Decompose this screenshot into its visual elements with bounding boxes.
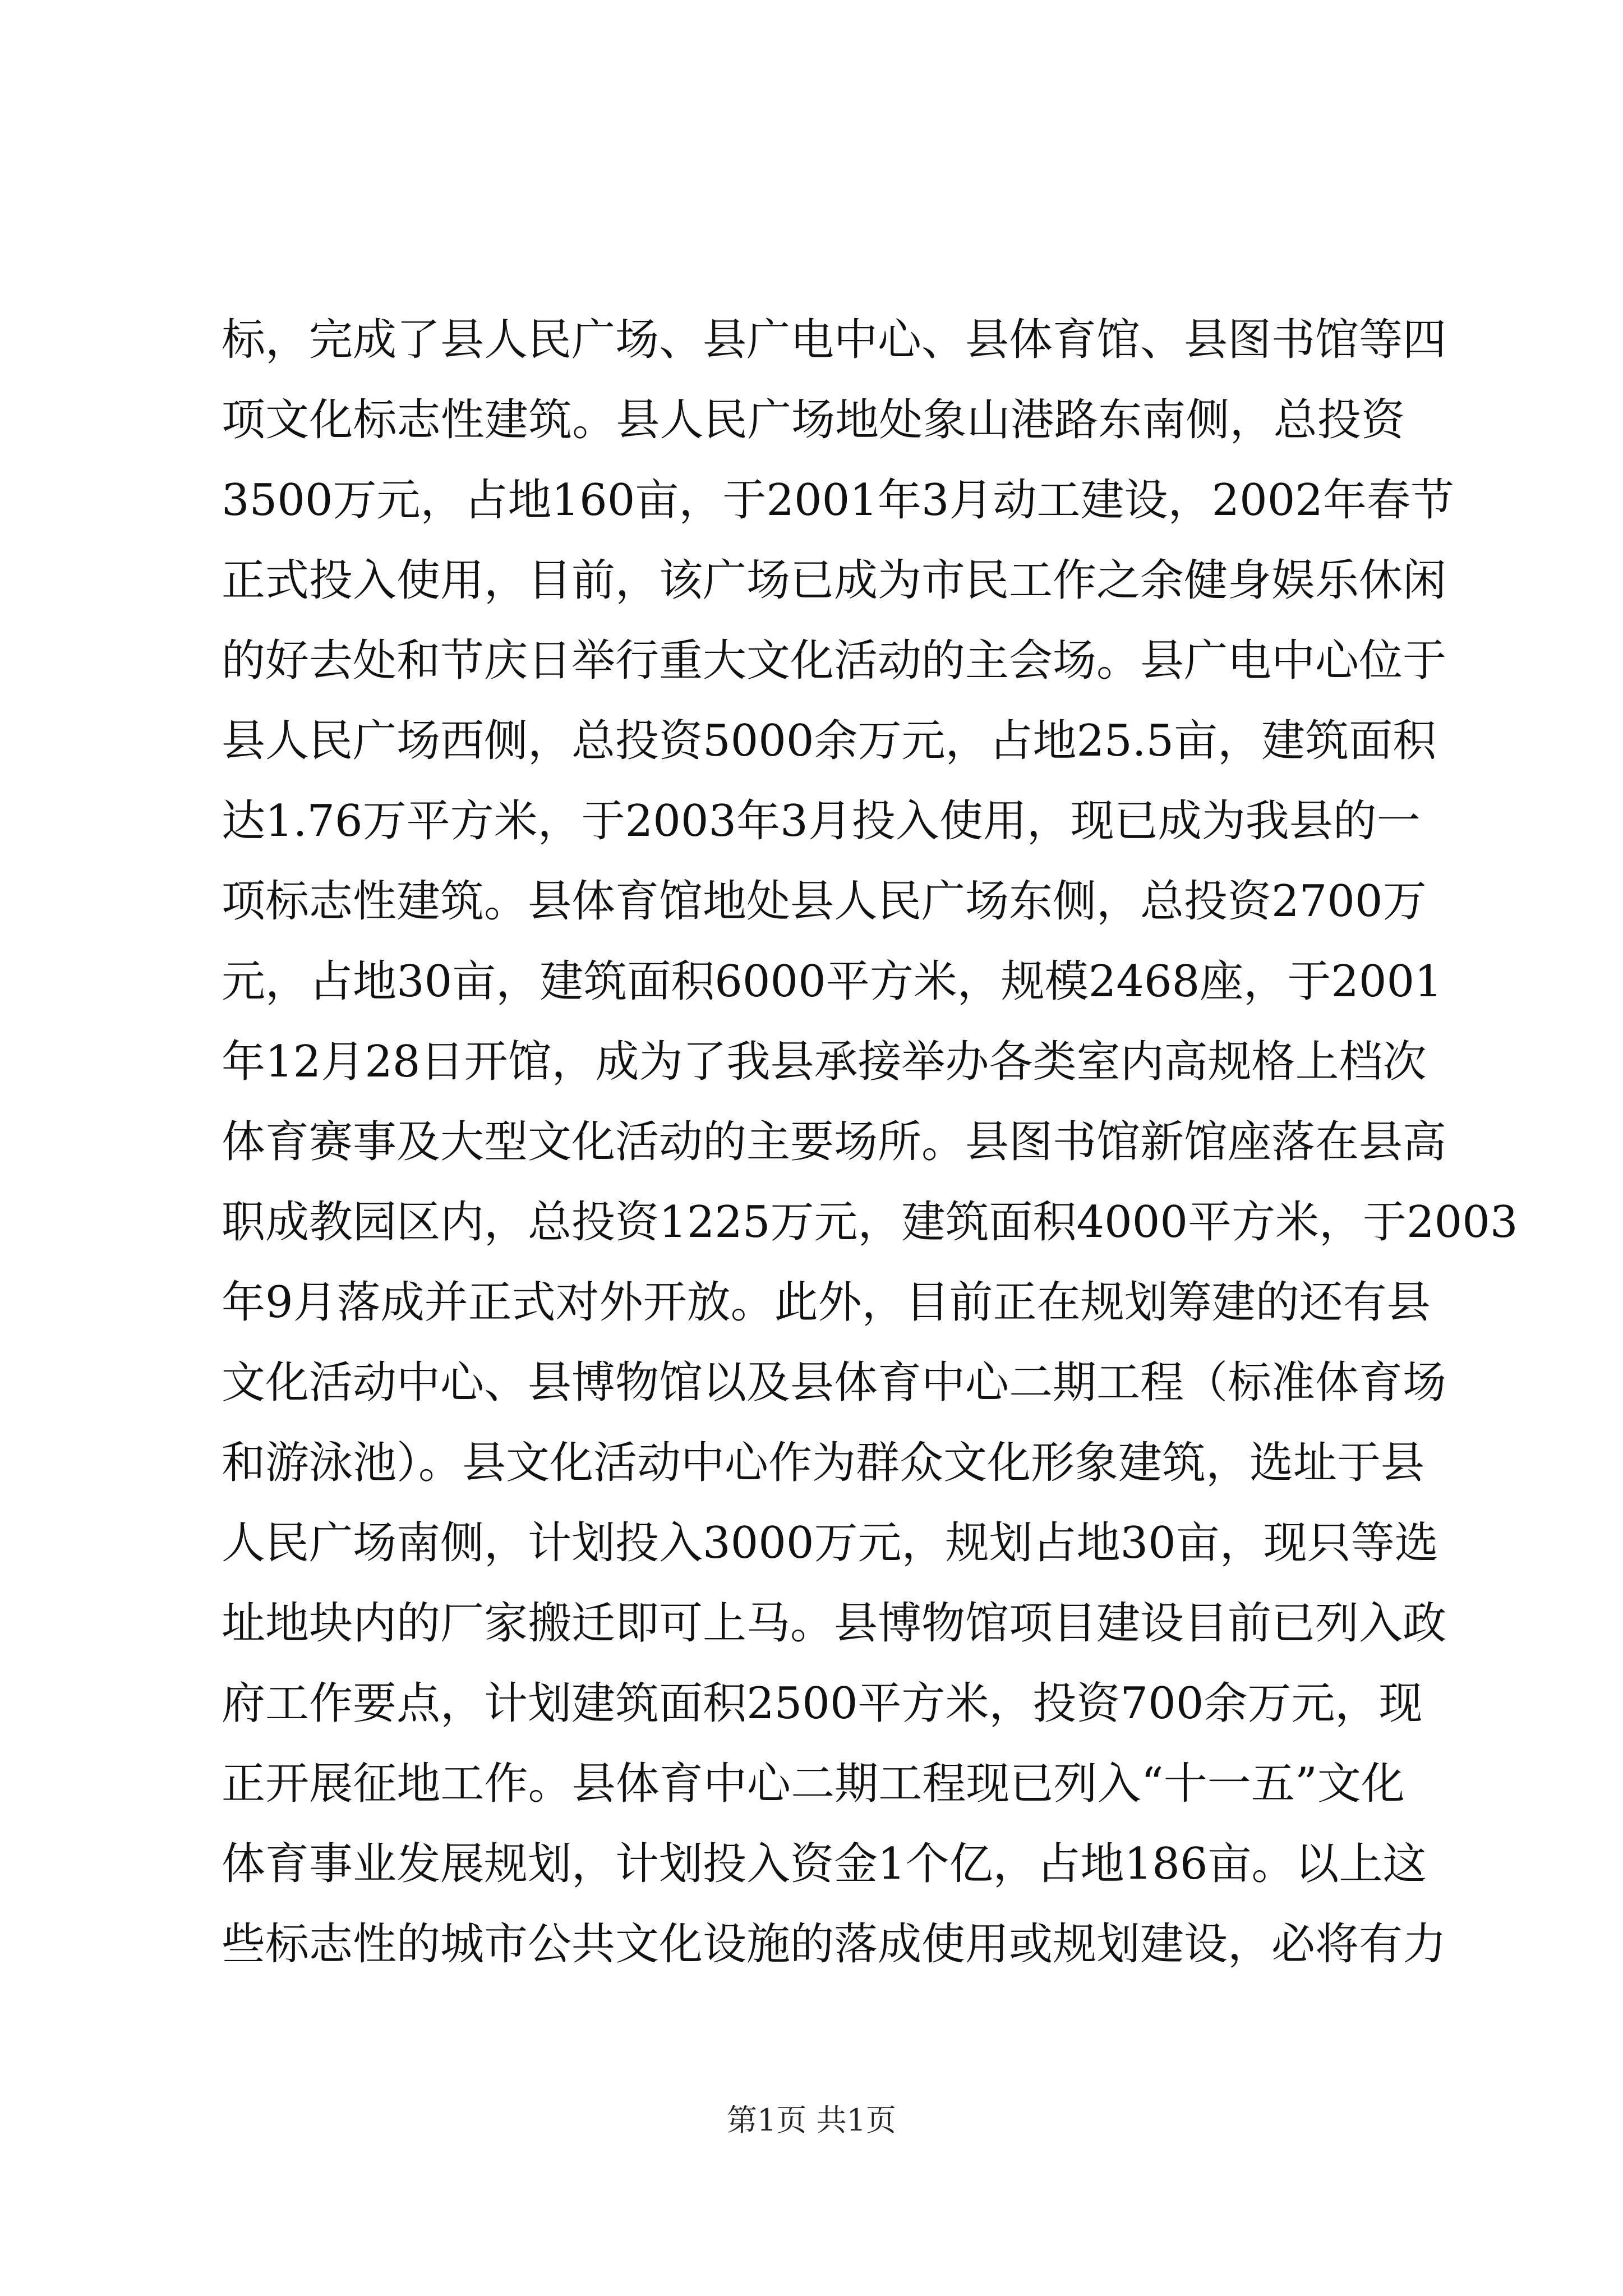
text-line: 正开展征地工作。县体育中心二期工程现已列入“十一五”文化 xyxy=(222,1759,1405,1809)
text-line: 文化活动中心、县博物馆以及县体育中心二期工程（标准体育场 xyxy=(222,1358,1447,1408)
text-line: 正式投入使用，目前，该广场已成为市民工作之余健身娱乐休闲 xyxy=(222,555,1447,606)
text-line: 人民广场南侧，计划投入3000万元，规划占地30亩，现只等选 xyxy=(222,1518,1438,1568)
text-line: 体育赛事及大型文化活动的主要场所。县图书馆新馆座落在县高 xyxy=(222,1117,1447,1167)
text-line: 体育事业发展规划，计划投入资金1个亿，占地186亩。以上这 xyxy=(222,1839,1427,1889)
text-line: 元，占地30亩，建筑面积6000平方米，规模2468座，于2001 xyxy=(222,956,1442,1007)
text-line: 项文化标志性建筑。县人民广场地处象山港路东南侧，总投资 xyxy=(222,395,1405,445)
text-line: 项标志性建筑。县体育馆地处县人民广场东侧，总投资2700万 xyxy=(222,876,1427,927)
body-text xyxy=(222,300,1518,1985)
text-line: 县人民广场西侧，总投资5000余万元，占地25.5亩，建筑面积 xyxy=(222,716,1437,766)
text-line: 些标志性的城市公共文化设施的落成使用或规划建设，必将有力 xyxy=(222,1919,1447,1970)
text-line: 的好去处和节庆日举行重大文化活动的主会场。县广电中心位于 xyxy=(222,636,1447,686)
text-line: 府工作要点，计划建筑面积2500平方米，投资700余万元，现 xyxy=(222,1678,1423,1729)
text-line: 和游泳池）。县文化活动中心作为群众文化形象建筑，选址于县 xyxy=(222,1438,1425,1488)
text-line: 年12月28日开馆，成为了我县承接举办各类室内高规格上档次 xyxy=(222,1037,1427,1087)
text-line: 标，完成了县人民广场、县广电中心、县体育馆、县图书馆等四 xyxy=(222,315,1447,365)
text-line: 职成教园区内，总投资1225万元，建筑面积4000平方米，于2003 xyxy=(222,1197,1518,1248)
page-footer: 第1页 共1页 xyxy=(727,2102,896,2138)
text-line: 3500万元，占地160亩，于2001年3月动工建设，2002年春节 xyxy=(222,475,1455,526)
text-line: 年9月落成并正式对外开放。此外，目前正在规划筹建的还有县 xyxy=(222,1277,1431,1328)
text-line: 址地块内的厂家搬迁即可上马。县博物馆项目建设目前已列入政 xyxy=(222,1598,1447,1649)
text-line: 达1.76万平方米，于2003年3月投入使用，现已成为我县的一 xyxy=(222,796,1421,846)
